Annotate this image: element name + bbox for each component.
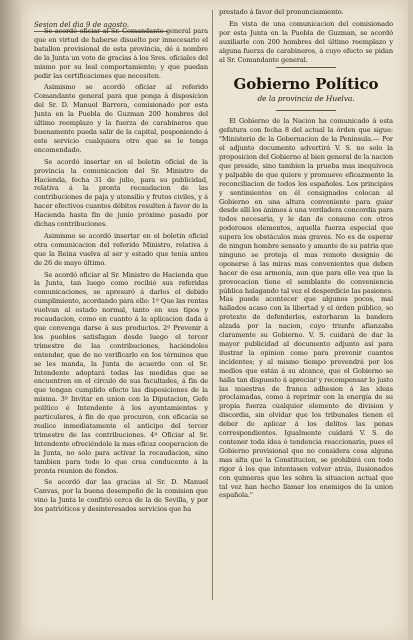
left-paragraph-3: Se acordó insertar en el boletin oficial de la provincia la comunicacion del Sr. Ministro de Hacienda, fecha 31 de julio, para su publicidad, relativa á la pronta recaudacion de las contribuciones de paja y utensilio y frutos civiles, y á hacer efectivos cuantos débitos resulten á favor de la Hacienda hasta fin de junio próximo pasado por dichas contribuciones. [34, 157, 208, 229]
right-paragraph-2: En vista de una comunicacion del comisionado por esta Junta en la Puebla de Guzman, se acordó auxiliarle con 200 hombres del último reemplazo y alguna fuerza de carabineros, á cuyo efecto se pidan al Sr. Comandante general. [219, 19, 393, 64]
left-paragraph-2: Asimismo se acordó oficiar al referido Comandante general para que ponga á disposicion del Sr. D. Manuel Barrera, comisionado por esta Junta en la Puebla de Guzman 200 hombres del último reemplazo y la fuerza de carabineros que buenamente pueda salir de la capital, posponiendo á este servicio cualquiera otro que se le tenga encomendado. [34, 83, 208, 154]
left-paragraph-6: Se acordó dar las gracias al Sr. D. Manuel Canvas, por la buena desempeño de la comision que vino la Junta le confirió cerca de la de Sevilla, y por los patrióticos y desinteresados servicios que ha [34, 478, 208, 514]
column-divider [212, 10, 213, 600]
left-paragraph-1: Se acordó oficiar al Sr. Comandante general para que en virtud de haberse disuelto por innecesario el batallon provisional de esta provincia, dé á nombre de la Junta un voto de gracias á los Sres. oficiales del mismo por su leal comportamiento; y que puedan pedir las certificaciones que necesiten. [34, 27, 208, 80]
section-rule-top [276, 67, 336, 68]
session-header: Sesion del dia 9 de agosto. [34, 21, 168, 32]
left-column [34, 27, 208, 607]
section-rule-bottom [276, 110, 336, 111]
section-subtitle: de la provincia de Huelva. [257, 94, 355, 104]
left-paragraph-4: Asimismo se acordó insertar en el boletin oficial otra comunicacion del referido Ministro, relativa á que la Reina vuelva al ser y estado que tenia antes de 26 de mayo último. [34, 231, 208, 267]
right-column [219, 8, 393, 610]
left-paragraph-5: Se acordó oficiar al Sr. Ministro de Hacienda que la Junta, tan luego como recibió sus referidas comunicaciones, se apresuró á darles el debido cumplimiento, acordando para ello: 1º Que las rentas vuelvan al estado normal, tanto en sus tipos y recaudacion, como en cuanto á la aplicacion dada á que convenga darse á sus productos. 2º Prevenir á los pueblos satisfagan desde luego el tercer trimestre de las contribuciones, haciéndoles entender, que de no verificarlo en los términos que se les manda, la Junta de acuerdo con el Sr. Intendente adoptará todas las medidas que se encuentren en el circulo de sus facultades, á fin de que tengan cumplido efecto las disposiciones de la misma. 3º Invitar en union con la Diputacion, Gefe político é Intendente á los ayuntamientos y particulares, á fin de que procuren, con eficacia se realice inmediatamente el anticipo del tercer trimestre de las contribuciones. 4º Oficiar al Sr. Intendente ofreciéndole la mas eficaz cooperacion de la Junta, no solo para activar la recaudacion, sino tambien para todo lo que crea conducente á la pronta reunion de fondos. [34, 270, 208, 475]
right-paragraph-1: prestado á favor del pronunciamiento. [219, 8, 344, 16]
book-binding [0, 0, 22, 640]
section-title: Gobierno Político [233, 75, 379, 94]
right-paragraph-3: El Gobierno de la Nacion ha comunicado á esta gefatura con fecha 8 del actual la órden que sigue: "Ministerio de la Gobernacion de la Península.— Por el adjunto documento advertirá V. S. no solo la proposicion del Gobierno al bien general de la nacion que preside, sino tambien la prueba mas inequívoca y palpable de que quiere y promueve eficazmente la reconciliacion de todos los españoles. Los principios y sentimientos en él consignados colocan al Gobierno en una altura conveniente para guiar desde allí los ánimos á una verdadera concordia para todos necesaria, y le dan de consuno con otros poderosos elementos, aquella fuerza especial que supera los obstáculos mas graves. No es de esperar de ningun hombre sensato y amante de su patria que ninguno se proteja el mas remoto designio de oponerse á las miras mas convenientes que deben hacer de esa armonía, aun que para ello vea que la provocacion tiene el semblante de conveniencia pública halagando tal vez el desperdicio las pasiones. Mas puede acontecer que algunos pocos, mal hallados acaso con la libertad y el órden público, so pretexto de defenderlos, estorbaran la bandera alzada por la nacion, cuyo triunfo afianzaba claramente su Gobierno. V. S. cuidará de dar la mayor publicidad al documento adjunto así para ilustrar la opinion como para prevenir cuantos incidentes; y al mismo tiempo prevendrá por los medios que están á su alcance, que el Gobierno se halla tan dispuesto á apreciar y recompensar lo justo las muestras de franca adhesion á las ideas proclamadas, como á reprimir con la energía de su propia fuerza cualquier elemento de division y discordia, sin olvidar que los tribunales tienen el deber de aplicar á los delitos las penas correspondientes. Igualmente cuidará V. S. de contener toda idea ó tendencia reaccionaria, pues el Gobierno provisional que no considera cosa alguna mas alta que la Constitucion, se prohibirá con todo rigor á los que intentasen volver atrás, ilusionados con quimeras que les sobra la situacion actual que tal vez han hecho llamar los enemigos de la union española." [219, 117, 393, 500]
